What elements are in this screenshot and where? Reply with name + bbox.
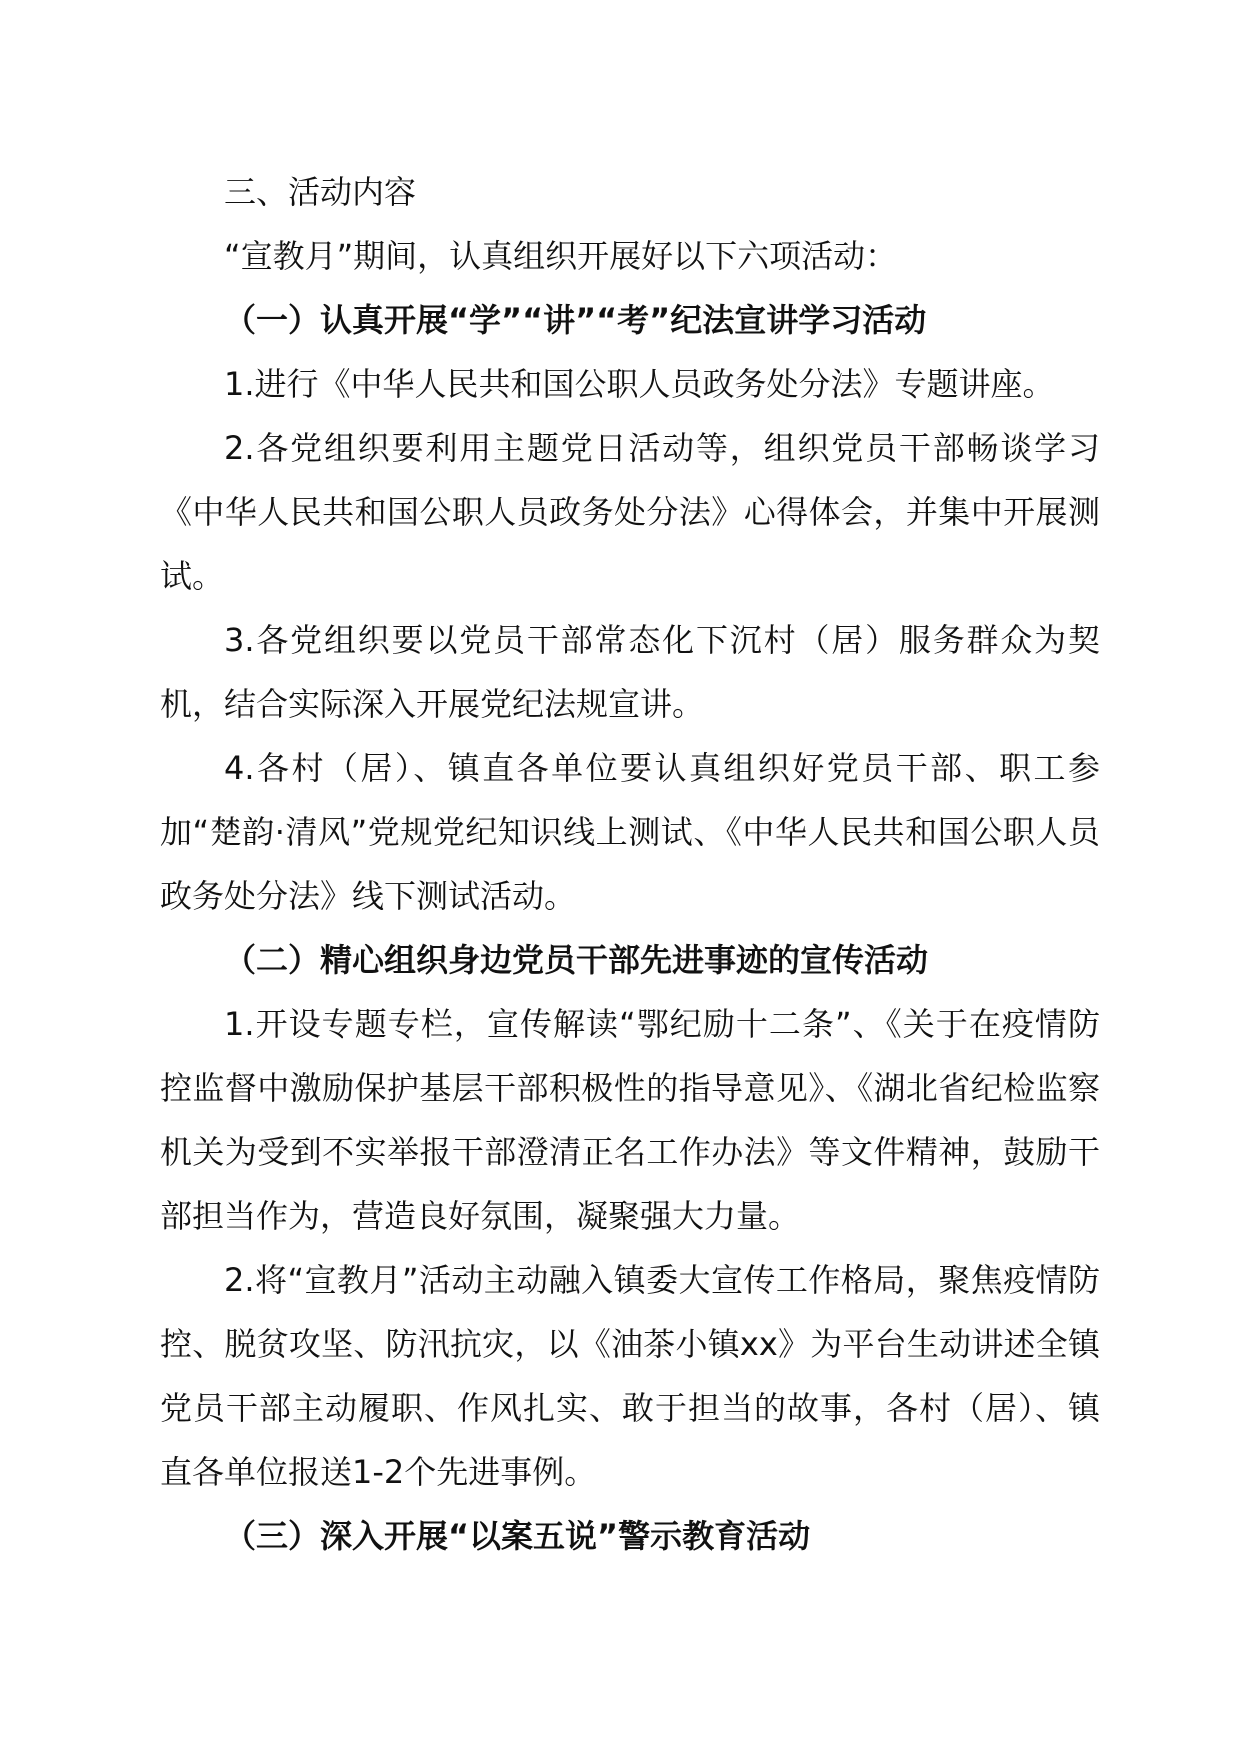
document-page	[160, 160, 1100, 1568]
paragraph-1-2: 2.各党组织要利用主题党日活动等，组织党员干部畅谈学习《中华人民共和国公职人员政务处分法》心得体会，并集中开展测试。	[160, 429, 1100, 595]
paragraph-2-2: 2.将“宣教月”活动主动融入镇委大宣传工作格局，聚焦疫情防控、脱贫攻坚、防汛抗灾，以《油茶小镇xx》为平台生动讲述全镇党员干部主动履职、作风扎实、敢于担当的故事，各村（居）、镇直各单位报送1-2个先进事例。	[160, 1261, 1100, 1491]
paragraph-1-4: 4.各村（居）、镇直各单位要认真组织好党员干部、职工参加“楚韵·清风”党规党纪知识线上测试、《中华人民共和国公职人员政务处分法》线下测试活动。	[160, 749, 1100, 915]
subheading-3: （三）深入开展“以案五说”警示教育活动	[224, 1517, 811, 1555]
paragraph-1-1: 1.进行《中华人民共和国公职人员政务处分法》专题讲座。	[224, 365, 1055, 403]
subheading-2: （二）精心组织身边党员干部先进事迹的宣传活动	[224, 941, 929, 979]
intro-paragraph: “宣教月”期间，认真组织开展好以下六项活动：	[224, 237, 898, 275]
subheading-1: （一）认真开展“学”“讲”“考”纪法宣讲学习活动	[224, 301, 927, 339]
section-title: 三、活动内容	[224, 173, 417, 211]
paragraph-2-1: 1.开设专题专栏，宣传解读“鄂纪励十二条”、《关于在疫情防控监督中激励保护基层干部积极性的指导意见》、《湖北省纪检监察机关为受到不实举报干部澄清正名工作办法》等文件精神，鼓励干部担当作为，营造良好氛围，凝聚强大力量。	[160, 1005, 1100, 1235]
paragraph-1-3: 3.各党组织要以党员干部常态化下沉村（居）服务群众为契机，结合实际深入开展党纪法规宣讲。	[160, 621, 1100, 723]
